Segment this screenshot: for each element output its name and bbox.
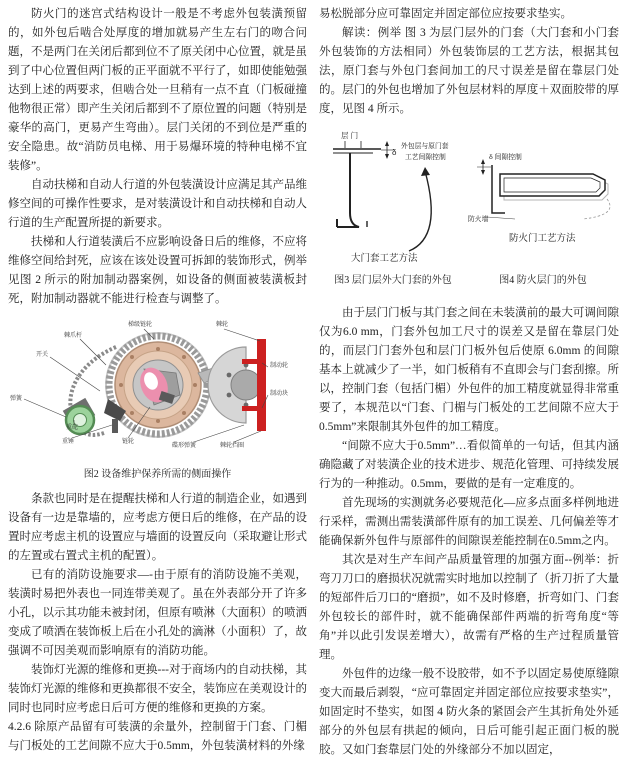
paragraph: 装饰灯光源的维修和更换---对于商场内的自动扶梯，其装饰灯光源的维修和更换都很不安全，装饰应在美观设计的同时也同时应考虑日后可方便的维修和更换的方案。 xyxy=(8,664,307,714)
paragraph: “间隙不应大于0.5mm”…看似简单的一句话，但其内涵确隐藏了对装潢企业的技术进步、规范化管理、可持续发展行为的一种推动。0.5mm，要做的是有一定难度的。 xyxy=(319,440,619,490)
svg-text:防火门工艺方法: 防火门工艺方法 xyxy=(509,234,576,244)
fig2-part-label: 重锤 xyxy=(62,439,75,445)
fig2-part-label: 棘爪杆 xyxy=(64,333,83,339)
fig2-part-label: 弹簧 xyxy=(10,396,23,402)
figure2-brake-diagram xyxy=(8,321,307,461)
right-column xyxy=(319,5,619,760)
svg-text:防火墙: 防火墙 xyxy=(468,216,489,223)
figures-row xyxy=(319,129,619,296)
fig2-part-label: 链轮 xyxy=(122,439,135,445)
paragraph: 防火门的迷宫式结构设计一般是不考虑外包装潢预留的，如外包后啮合处厚度的增加就易产生左右门的吻合问题，不是两门在关闭后都到位不了原关闭中心位置，就是虽到了中心位置但两门板的正平面就不平行了，如即使能勉强达到上述的两要求，但啮合处一旦稍有一点不直（门板碰撞他物很正常）即产生关闭后都到不了原位置的问题（特别是豪华的高门，更易产生弯曲）。层门关闭的不到位是严重的安全隐患。故“消防员电梯、用于易爆环境的特种电梯不宜装修”。 xyxy=(8,8,307,172)
fig2-part-label: 重砣 xyxy=(66,425,79,431)
svg-text:层 门: 层 门 xyxy=(341,131,359,140)
figure3-caption: 图3 层门层外大门套的外包 xyxy=(334,275,452,286)
fig2-part-label: 制动块 xyxy=(270,391,289,397)
paragraph: 易松脱部分应可靠固定并固定部位应按要求垫实。 xyxy=(319,8,572,20)
paragraph: 条款也同时是在提醒扶梯和人行道的制造企业，如遇到设备有一边是靠墙的，应考虑方便日后的维修，在产品的设置时应考虑主机的设置应与墙面的设置反向（采取避让形式的左置或右置式主机的配置）。 xyxy=(8,493,307,562)
paragraph: 自动扶梯和自动人行道的外包装潢设计应满足其产品维修空间的可操作性要求，是对装潢设计和自动扶梯和自动人行道的生产配置所提的新要求。 xyxy=(8,179,307,229)
figure4-fire-door-diagram xyxy=(467,129,619,296)
fig2-part-label: 制动轮 xyxy=(270,363,289,369)
paragraph: 首先现场的实测就务必要规范化—应多点面多样例地进行采样，需测出需装潢部件原有的加工误差、几何偏差等才能确保新外包件与原部件的间隙误差能控制在0.5mm之内。 xyxy=(319,497,619,547)
brake-diagram-art xyxy=(8,321,307,461)
svg-text:δ 间隙控制: δ 间隙控制 xyxy=(489,154,522,161)
fig2-part-label: 开关 xyxy=(36,352,49,358)
paragraph-clause-426: 4.2.6 除原产品留有可装潢的余量外，控制留于门套、门楣与门板处的工艺间隙不应大于0.5mm，外包装潢材料的外缘 xyxy=(8,721,307,752)
svg-text:工艺间隙控制: 工艺间隙控制 xyxy=(405,154,446,161)
fig2-part-label: 碟形弹簧 xyxy=(172,443,197,449)
paragraph: 其次是对生产车间产品质量管理的加强方面--例举：折弯刀刀口的磨损状况就需实时地加以控制了（折刀折了大量的短部件后刀口的“磨损”，如不及时修磨，折弯如门、门套外包较长的部件时，就不能确保部件两端的折弯角度“等角”并以此引发误差增大），故需有严格的生产过程质量管理。 xyxy=(319,554,619,661)
paragraph: 解读：例举 图 3 为层门层外的门套（大门套和小门套外包装饰的方法相同）外包装饰层的工艺方法，根据其包法，原门套与外包门套间加工的尺寸误差是留在靠层门处的。层门的外包也增加了外包层材料的厚度＋双面胶带的厚度，见图 4 所示。 xyxy=(319,27,619,115)
paragraph: 外包件的边缘一般不设胶带，如不予以固定易使原缝隙变大而最后剥裂，“应可靠固定并固定部位应按要求垫实”，如固定时不垫实，如图 4 防火条的紧固会产生其折角处外延部分的外包层有拱起的倾向，日后可能引起正面门板的脱胶。又如门套靠层门处的外缘部分不加以固定， xyxy=(319,668,619,756)
left-column xyxy=(8,5,307,756)
paragraph: 已有的消防设施要求—-由于原有的消防设施不美观，装潢时易把外表也一同连带美观了。虽在外表部分开了许多小孔，以示其功能未被封闭，但原有喷淋（大面积）的喷洒变成了喷洒在装饰板上后在小孔处的滴淋（小面积）了，故强调不可因美观而影响原有的消防功能。 xyxy=(8,569,307,657)
door-frame-diagram-art xyxy=(319,129,467,264)
figure3-door-frame-diagram xyxy=(319,129,467,296)
paragraph: 由于层门门板与其门套之间在未装潢前的最大可调间隙仅为6.0 mm，门套外包加工尺寸的误差又是留在靠层门处的，而层门门套外包和层门门板外包后使原 6.0mm 的间隙基本上就减少了一半，如门板稍有不直即会与门套刮擦。所以，控制门套（包括门楣）外包件的加工精度就显得非常重要了，本规范以“门套、门楣与门板处的工艺间隙不应大于0.5mm”来限制其外包件的加工精度。 xyxy=(319,307,619,433)
fig2-part-label: 梯级链轮 xyxy=(128,322,153,328)
svg-text:外包层与原门套: 外包层与原门套 xyxy=(401,143,449,150)
fire-door-diagram-art xyxy=(467,129,619,264)
fig2-part-label: 棘轮 xyxy=(216,322,229,328)
figure2-caption: 图2 设备维护保养所需的侧面操作 xyxy=(83,469,232,480)
fig2-part-label: 棘轮挡圈 xyxy=(220,443,245,449)
svg-text:δ: δ xyxy=(392,148,397,157)
paragraph: 扶梯和人行道装潢后不应影响设备日后的维修，不应将维修空间给封死，应该在该处设置可拆卸的装饰形式，例举 见图 2 所示的附加制动器案例，如设备的侧面被装潢板封死，附加制动器就不能进行检查与调整了。 xyxy=(8,236,307,305)
figure4-caption: 图4 防火层门的外包 xyxy=(499,275,587,286)
svg-text:大门套工艺方法: 大门套工艺方法 xyxy=(351,254,418,264)
